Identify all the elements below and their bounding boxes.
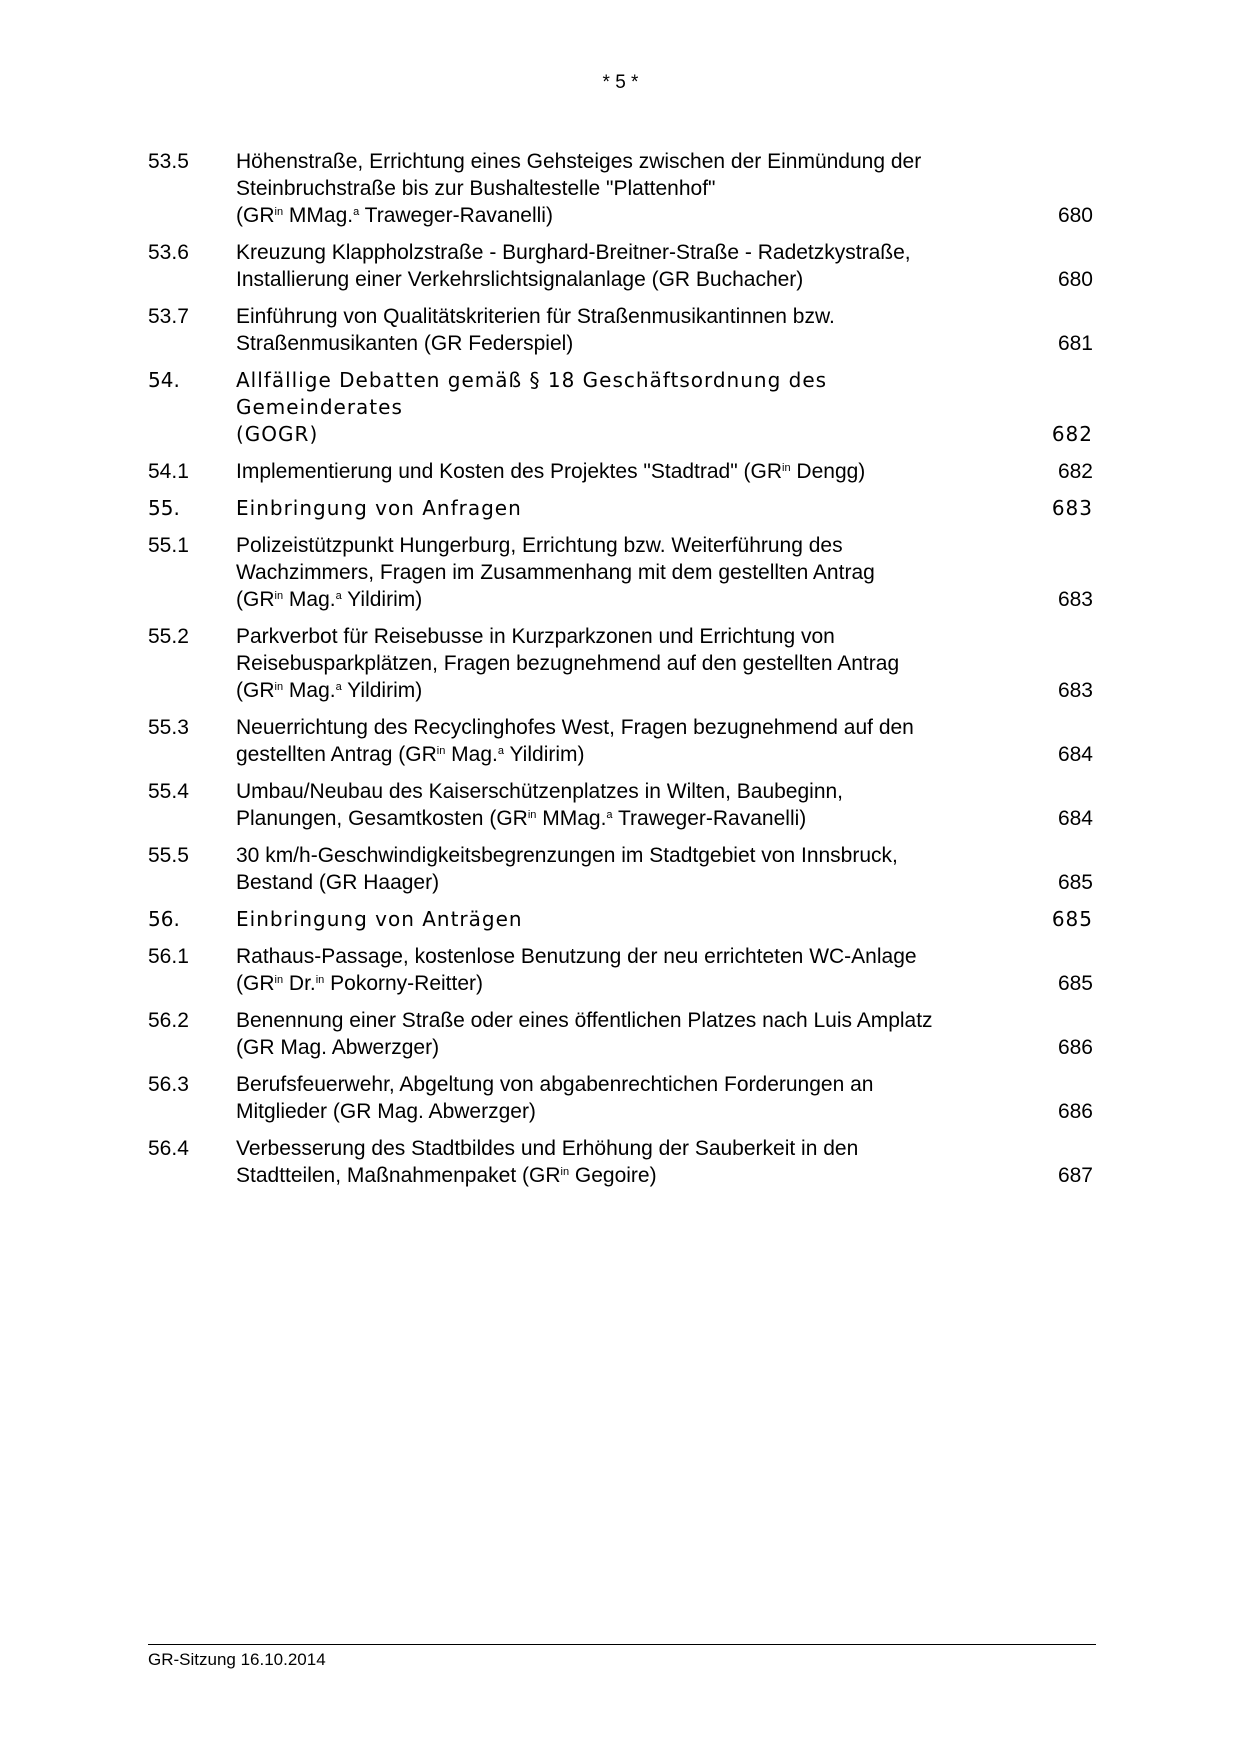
entry-title (236, 778, 996, 832)
page-reference: 684 (1057, 743, 1093, 766)
entry-title-line (236, 239, 996, 266)
text-run: Planungen, Gesamtkosten (GR (236, 807, 528, 830)
entry-number: 56.4 (148, 1137, 189, 1160)
page-number: * 5 * (602, 72, 639, 93)
page-reference: 683 (1051, 496, 1093, 520)
text-run: Straßenmusikanten (GR Federspiel) (236, 332, 574, 355)
page-reference: 682 (1057, 460, 1093, 483)
superscript: a (606, 809, 613, 821)
superscript: a (353, 206, 360, 218)
page-reference: 686 (1057, 1036, 1093, 1059)
toc-entry (148, 239, 1093, 293)
text-run: Pokorny-Reitter) (324, 972, 484, 995)
entry-title-line (236, 1034, 996, 1061)
text-run: Parkverbot für Reisebusse in Kurzparkzonen und Errichtung von (236, 625, 835, 648)
toc-entry (148, 532, 1093, 613)
text-run: Reisebusparkplätzen, Fragen bezugnehmend auf den gestellten Antrag (236, 652, 900, 675)
page-reference: 685 (1051, 907, 1093, 931)
text-run: Dengg) (790, 460, 866, 483)
entry-title (236, 303, 996, 357)
footer-divider (148, 1644, 1096, 1645)
superscript: a (335, 590, 342, 602)
text-run: Dr. (283, 972, 316, 995)
page-reference: 683 (1057, 588, 1093, 611)
text-run: 30 km/h-Geschwindigkeitsbegrenzungen im Stadtgebiet von Innsbruck, (236, 844, 898, 867)
text-run: MMag. (536, 807, 607, 830)
text-run: (GOGR) (236, 422, 319, 446)
entry-number: 55.2 (148, 625, 189, 648)
text-run: Höhenstraße, Errichtung eines Gehsteiges zwischen der Einmündung der (236, 150, 922, 173)
superscript: in (782, 462, 791, 474)
entry-title-line (236, 943, 996, 970)
entry-title (236, 842, 996, 896)
text-run: Gegoire) (569, 1164, 657, 1187)
superscript: in (560, 1166, 570, 1178)
text-run: Mitglieder (GR Mag. Abwerzger) (236, 1100, 536, 1123)
entry-number: 56.1 (148, 945, 189, 968)
text-run: Benennung einer Straße oder eines öffentlichen Platzes nach Luis Amplatz (236, 1009, 933, 1032)
entry-title (236, 367, 996, 448)
entry-number: 54.1 (148, 460, 189, 483)
entry-title-line (236, 906, 996, 933)
entry-title (236, 1135, 996, 1189)
entry-title-line (236, 495, 996, 522)
toc-entry (148, 1135, 1093, 1189)
toc-entry (148, 714, 1093, 768)
entry-title-line (236, 869, 996, 896)
entry-title-line (236, 202, 996, 229)
superscript: in (274, 974, 284, 986)
entry-number: 53.7 (148, 305, 189, 328)
entry-title-line (236, 1162, 996, 1189)
entry-title-line (236, 650, 996, 677)
entry-number: 53.5 (148, 150, 189, 173)
entry-title-line (236, 842, 996, 869)
entry-number: 55.5 (148, 844, 189, 867)
text-run: Allfällige Debatten gemäß § 18 Geschäftsordnung des Gemeinderates (236, 368, 828, 419)
entry-number: 56.3 (148, 1073, 189, 1096)
entry-number: 56. (148, 907, 180, 931)
text-run: Bestand (GR Haager) (236, 871, 440, 894)
entry-title (236, 943, 996, 997)
footer-text: GR-Sitzung 16.10.2014 (148, 1650, 326, 1669)
toc-entry (148, 458, 1093, 485)
text-run: Mag. (283, 679, 336, 702)
text-run: Yildirim) (504, 743, 585, 766)
page-reference: 682 (1051, 422, 1093, 446)
entry-title-line (236, 266, 996, 293)
toc-entry (148, 842, 1093, 896)
entry-title-line (236, 970, 996, 997)
table-of-contents (148, 148, 1093, 1199)
toc-entry (148, 303, 1093, 357)
text-run: Rathaus-Passage, kostenlose Benutzung der neu errichteten WC-Anlage (236, 945, 917, 968)
entry-title-line (236, 559, 996, 586)
entry-title-line (236, 714, 996, 741)
text-run: Polizeistützpunkt Hungerburg, Errichtung bzw. Weiterführung des (236, 534, 843, 557)
text-run: (GR (236, 588, 275, 611)
entry-title (236, 623, 996, 704)
toc-section-heading (148, 495, 1093, 522)
text-run: Umbau/Neubau des Kaiserschützenplatzes in Wilten, Baubeginn, (236, 780, 844, 803)
entry-title (236, 1007, 996, 1061)
entry-title-line (236, 586, 996, 613)
text-run: (GR (236, 972, 275, 995)
superscript: in (274, 206, 284, 218)
text-run: Wachzimmers, Fragen im Zusammenhang mit dem gestellten Antrag (236, 561, 875, 584)
entry-title-line (236, 1071, 996, 1098)
toc-entry (148, 778, 1093, 832)
entry-title-line (236, 175, 996, 202)
entry-number: 54. (148, 368, 180, 392)
entry-title-line (236, 778, 996, 805)
entry-title (236, 1071, 996, 1125)
text-run: Mag. (445, 743, 498, 766)
text-run: Yildirim) (341, 588, 423, 611)
entry-title (236, 495, 996, 522)
text-run: gestellten Antrag (GR (236, 743, 437, 766)
toc-entry (148, 623, 1093, 704)
superscript: in (315, 974, 325, 986)
entry-number: 55.1 (148, 534, 189, 557)
text-run: Yildirim) (341, 679, 423, 702)
page-reference: 681 (1057, 332, 1093, 355)
page-reference: 683 (1057, 679, 1093, 702)
page-reference: 687 (1057, 1164, 1093, 1187)
superscript: in (527, 809, 537, 821)
page-reference: 686 (1057, 1100, 1093, 1123)
superscript: a (335, 681, 342, 693)
text-run: Verbesserung des Stadtbildes und Erhöhung der Sauberkeit in den (236, 1137, 859, 1160)
text-run: Kreuzung Klappholzstraße - Burghard-Breitner-Straße - Radetzkystraße, (236, 241, 911, 264)
page-reference: 684 (1057, 807, 1093, 830)
entry-title-line (236, 458, 996, 485)
text-run: Einbringung von Anträgen (236, 907, 523, 931)
entry-number: 56.2 (148, 1009, 189, 1032)
entry-title (236, 458, 996, 485)
entry-title-line (236, 303, 996, 330)
entry-title-line (236, 367, 996, 421)
superscript: in (436, 745, 446, 757)
text-run: MMag. (283, 204, 354, 227)
toc-entry (148, 1071, 1093, 1125)
page-reference: 685 (1057, 871, 1093, 894)
entry-title-line (236, 623, 996, 650)
text-run: (GR (236, 679, 275, 702)
page-reference: 680 (1057, 204, 1093, 227)
text-run: Einführung von Qualitätskriterien für Straßenmusikantinnen bzw. (236, 305, 835, 328)
text-run: Stadtteilen, Maßnahmenpaket (GR (236, 1164, 561, 1187)
entry-title-line (236, 1007, 996, 1034)
page-reference: 685 (1057, 972, 1093, 995)
text-run: Einbringung von Anfragen (236, 496, 522, 520)
superscript: in (274, 590, 284, 602)
toc-entry (148, 148, 1093, 229)
text-run: Implementierung und Kosten des Projektes "Stadtrad" (GR (236, 460, 783, 483)
toc-section-heading (148, 367, 1093, 448)
text-run: Neuerrichtung des Recyclinghofes West, Fragen bezugnehmend auf den (236, 716, 914, 739)
entry-number: 53.6 (148, 241, 189, 264)
text-run: Berufsfeuerwehr, Abgeltung von abgabenrechtichen Forderungen an (236, 1073, 874, 1096)
text-run: Installierung einer Verkehrslichtsignalanlage (GR Buchacher) (236, 268, 804, 291)
entry-title-line (236, 330, 996, 357)
entry-number: 55. (148, 496, 180, 520)
entry-title-line (236, 805, 996, 832)
text-run: Mag. (283, 588, 336, 611)
text-run: Traweger-Ravanelli) (612, 807, 807, 830)
entry-title-line (236, 1098, 996, 1125)
entry-title (236, 239, 996, 293)
entry-title (236, 906, 996, 933)
toc-section-heading (148, 906, 1093, 933)
entry-title-line (236, 148, 996, 175)
superscript: a (497, 745, 504, 757)
entry-title-line (236, 677, 996, 704)
text-run: (GR Mag. Abwerzger) (236, 1036, 440, 1059)
entry-title (236, 532, 996, 613)
page-reference: 680 (1057, 268, 1093, 291)
entry-number: 55.4 (148, 780, 189, 803)
entry-title (236, 148, 996, 229)
entry-title-line (236, 741, 996, 768)
entry-title-line (236, 421, 996, 448)
entry-title (236, 714, 996, 768)
text-run: Steinbruchstraße bis zur Bushaltestelle "Plattenhof" (236, 177, 716, 200)
entry-title-line (236, 532, 996, 559)
toc-entry (148, 1007, 1093, 1061)
toc-entry (148, 943, 1093, 997)
superscript: in (274, 681, 284, 693)
text-run: Traweger-Ravanelli) (359, 204, 553, 227)
entry-number: 55.3 (148, 716, 189, 739)
entry-title-line (236, 1135, 996, 1162)
text-run: (GR (236, 204, 275, 227)
